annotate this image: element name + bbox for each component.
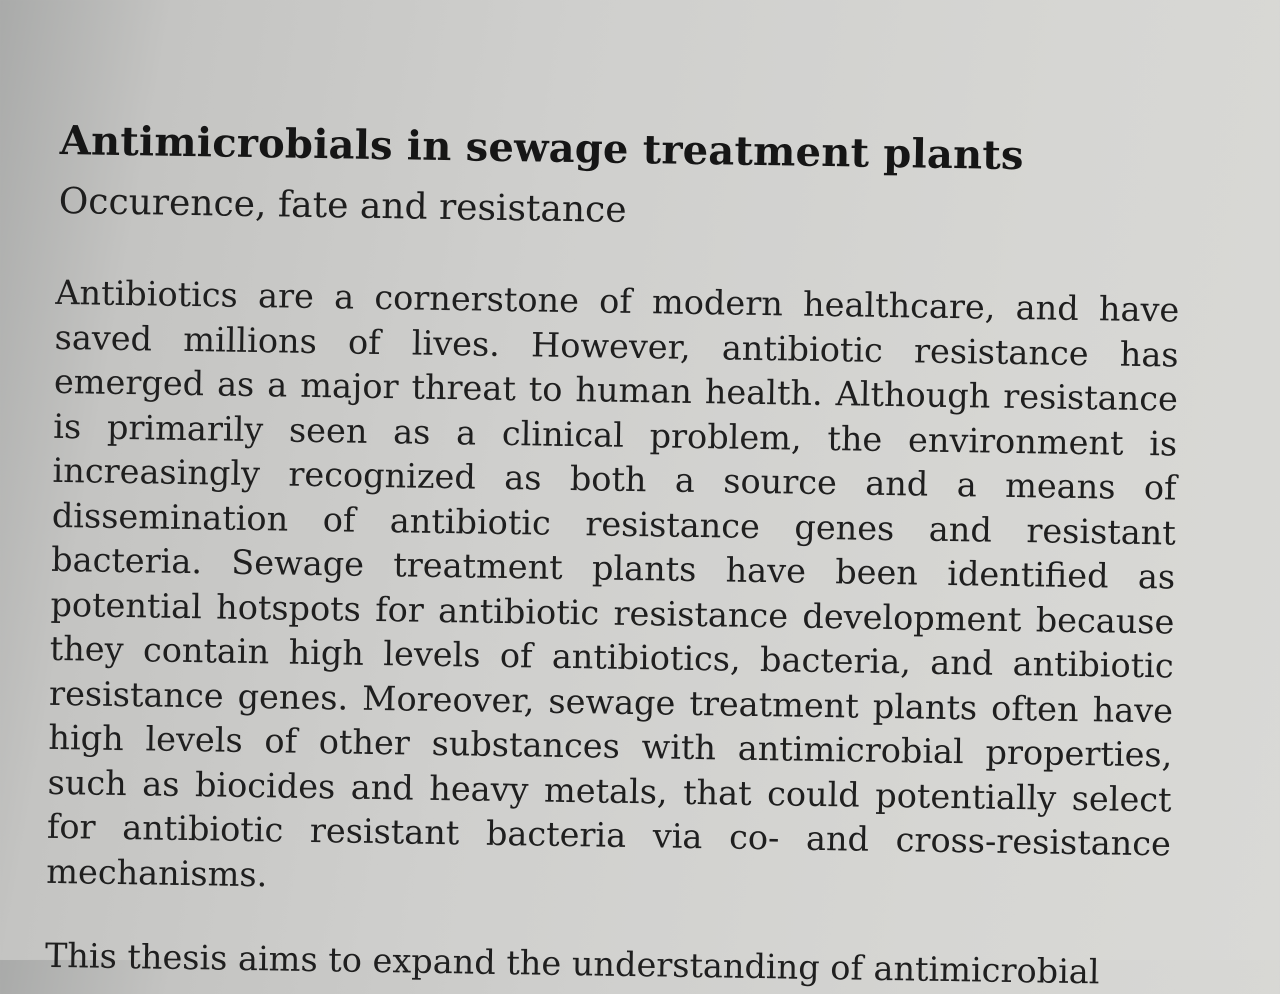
paragraph-line: they contain high levels of antibiotics, bacteria, and antibiotic [49,628,1174,686]
paragraph-line: mechanisms. [46,851,268,894]
paragraph-line: Antibiotics are a cornerstone of modern healthcare, and have [55,272,1180,330]
paragraph-line: dissemination of antibiotic resistance genes and resistant [51,495,1177,553]
paragraph-line: is primarily seen as a clinical problem, the environment is [53,406,1178,464]
paragraph-line: such as biocides and heavy metals, that could potentially select [47,762,1172,819]
abstract-paragraph [46,271,1180,912]
paragraph-line: resistance genes. Moreover, sewage treatment plants often have [48,673,1174,731]
next-paragraph-cropped: This thesis aims to expand the understanding of antimicrobial [44,935,1100,992]
paragraph-line: for antibiotic resistant bacteria via co- and cross-resistance [46,806,1172,864]
page-subtitle: Occurence, fate and resistance [58,180,627,231]
paragraph-line: potential hotspots for antibiotic resistance development because [50,584,1175,642]
paragraph-line: bacteria. Sewage treatment plants have been identified as [50,539,1176,597]
page-title: Antimicrobials in sewage treatment plants [59,116,1025,180]
paragraph-line: increasingly recognized as both a source and a means of [52,450,1177,508]
paragraph-line: saved millions of lives. However, antibiotic resistance has [54,317,1179,375]
paragraph-line: emerged as a major threat to human health. Although resistance [53,361,1179,419]
paragraph-line: high levels of other substances with antimicrobial properties, [48,717,1173,775]
